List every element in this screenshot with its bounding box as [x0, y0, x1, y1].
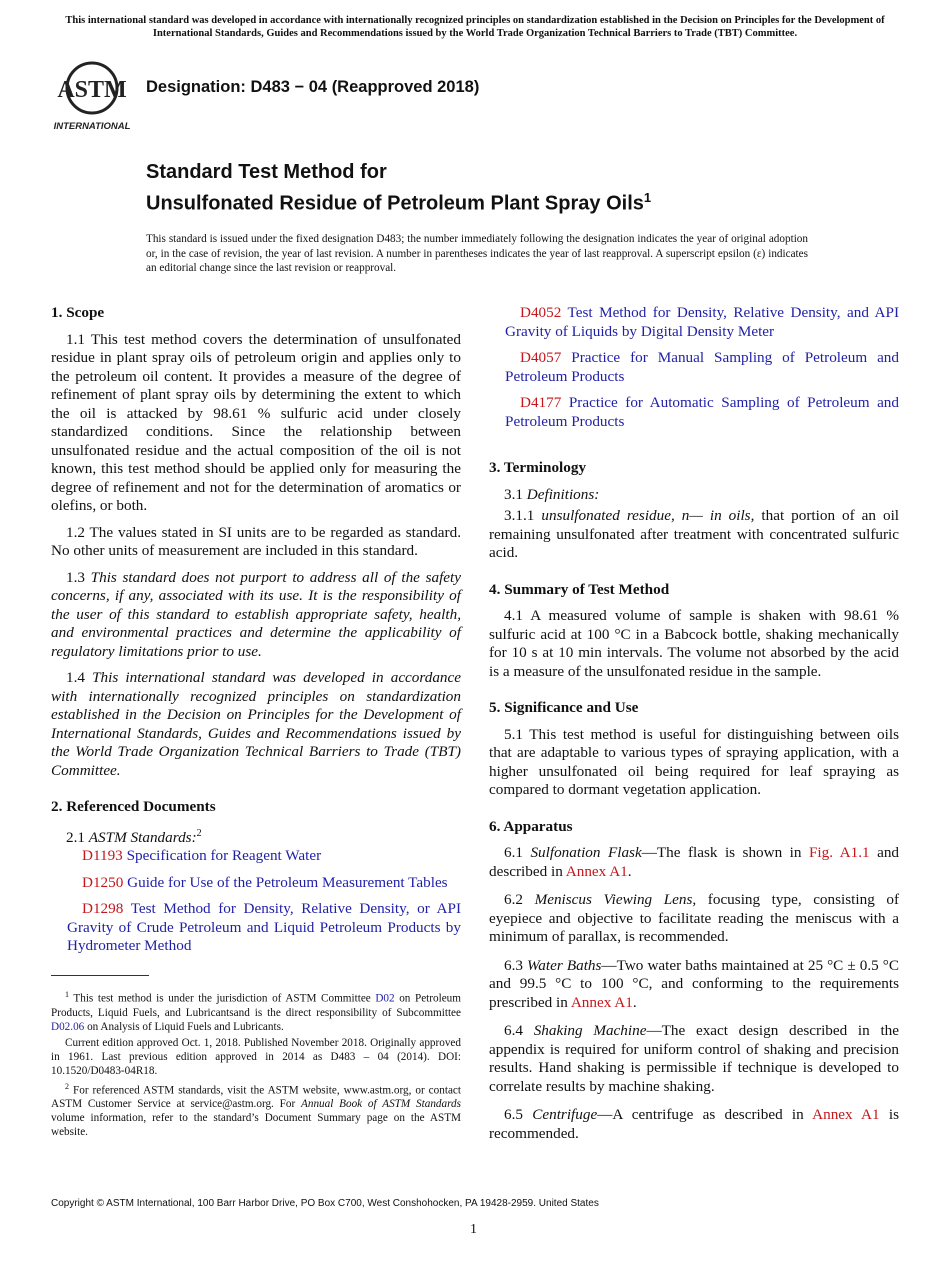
page-number: 1	[470, 1222, 477, 1237]
page-title	[146, 160, 906, 217]
left-column	[51, 304, 461, 964]
ref-d1250[interactable]: D1250 Guide for Use of the Petroleum Measurement Tables	[82, 873, 448, 891]
ref-d1298[interactable]: D1298 Test Method for Density, Relative Density, or API Gravity of Crude Petroleum and Liquid Petroleum Products by Hydrometer Method	[67, 900, 461, 955]
summary-heading: 4. Summary of Test Method	[489, 580, 670, 598]
footnote-1-edition: Current edition approved Oct. 1, 2018. Published November 2018. Originally approved in 1961. Last previous edition approved in 2014 as D483 – 04 (2014). DOI: 10.1520/D0483-04R18.	[51, 1036, 461, 1077]
definitions-label: 3.1 Definitions:	[504, 485, 600, 503]
astm-logo	[52, 58, 136, 134]
footnote-2: $^2$ For referenced ASTM standards, visit the ASTM website, www.astm.org, or contact ASTM Customer Service at service@astm.org. For Annual Book of ASTM Standards volume information, refer to the standard’s Document Summary page on the ASTM website.	[51, 1081, 461, 1139]
annex-a1-link[interactable]: Annex A1	[565, 862, 628, 880]
right-column	[489, 304, 899, 1151]
title-line-2: Unsulfonated Residue of Petroleum Plant Spray Oils$^1$	[146, 190, 652, 215]
fig-a1-1-link[interactable]: Fig. A1.1	[808, 844, 870, 861]
ref-d4052[interactable]: D4052 Test Method for Density, Relative Density, and API Gravity of Liquids by Digital Density Meter	[505, 304, 899, 340]
ref-d4177[interactable]: D4177 Practice for Automatic Sampling of Petroleum and Petroleum Products	[505, 394, 899, 430]
apparatus-6-3: 6.3 Water Baths—Two water baths maintained at 25 °C ± 0.5 °C and 99.5 °C to 100 °C, and conforming to the requirements prescribed in Annex A1.	[489, 956, 899, 1011]
scope-1-4: 1.4 This international standard was developed in accordance with internationally recognized principles on standardization established in the Decision on Principles for the Development of International Standards, Guides and Recommendations issued by the World Trade Organization Technical Barriers to Trade (TBT) Committee.	[51, 669, 462, 779]
summary-4-1: 4.1 A measured volume of sample is shaken with 98.61 % sulfuric acid at 100 °C in a Babcock bottle, shaking mechanically for 10 s at 10 min intervals. The volume not absorbed by the acid is a measure of the unsulfonated residue in the sample.	[489, 607, 899, 680]
d02-06-link[interactable]: D02.06	[51, 1020, 85, 1033]
title-footnote-mark: 1	[643, 190, 652, 205]
significance-5-1: 5.1 This test method is useful for distinguishing between oils that are adaptable to various types of spraying application, with a higher unsulfonated oil being required for leaf spraying as compared to dormant vegetation application.	[489, 725, 899, 798]
scope-1-2: 1.2 The values stated in SI units are to be regarded as standard. No other units of measurement are included in this standard.	[51, 523, 461, 559]
apparatus-heading: 6. Apparatus	[489, 817, 573, 835]
footnote-1: $^1$ This test method is under the jurisdiction of ASTM Committee D02 on Petroleum Products, Liquid Fuels, and Lubricantsand is the direct responsibility of Subcommittee D02.06 on Analysis of Liquid Fuels and Lubricants.	[51, 990, 461, 1033]
svg-text:ASTM: ASTM	[57, 77, 127, 103]
copyright: Copyright © ASTM International, 100 Barr Harbor Drive, PO Box C700, West Conshohocken, PA 19428-2959. United States	[51, 1198, 599, 1209]
apparatus-6-4: 6.4 Shaking Machine—The exact design described in the appendix is required for uniform control of shaking and precision results. Hand shaking is permissible if technique is developed to correlate results by machine shaking.	[489, 1022, 899, 1095]
svg-text:INTERNATIONAL: INTERNATIONAL	[53, 121, 131, 132]
scope-1-1: 1.1 This test method covers the determination of unsulfonated residue in plant spray oils of petroleum origin and applies only to the petroleum oil content. It provides a measure of the degree of refinement of plant spray oils by determining the extent to which the oil is attacked by 98.61 % sulfuric acid under closely standardized conditions. Since the relationship between unsulfonated residue and the actual composition of the oil is not known, this test method should be applied only for measuring the degree of refinement and not for the determination of aromatics or olefins, or both.	[51, 330, 461, 514]
designation: Designation: D483 − 04 (Reapproved 2018)	[146, 78, 480, 96]
footnote-rule	[51, 975, 149, 976]
scope-heading: 1. Scope	[51, 304, 105, 321]
apparatus-6-1: 6.1 Sulfonation Flask—The flask is shown in Fig. A1.1 and described in Annex A1.	[489, 844, 900, 880]
terminology-heading: 3. Terminology	[489, 459, 587, 476]
ref-d1193[interactable]: D1193 Specification for Reagent Water	[82, 847, 322, 865]
footnotes	[51, 988, 461, 1141]
ref-d4057[interactable]: D4057 Practice for Manual Sampling of Petroleum and Petroleum Products	[505, 349, 899, 385]
apparatus-6-5: 6.5 Centrifuge—A centrifuge as described in Annex A1 is recommended.	[489, 1106, 899, 1142]
tbt-banner: This international standard was developed in accordance with internationally recognized principles on standardization established in the Decision on Principles for the Development of International Standards, Guides and Recommendations issued by the World Trade Organization Technical Barriers to Trade (TBT) Committee.	[65, 15, 885, 39]
refdocs-heading: 2. Referenced Documents	[51, 798, 216, 815]
scope-1-3: 1.3 This standard does not purport to address all of the safety concerns, if any, associated with its use. It is the responsibility of the user of this standard to establish appropriate safety, health, and environmental practices and determine the applicability of regulatory limitations prior to use.	[51, 568, 462, 660]
annex-a1-link[interactable]: Annex A1	[812, 1106, 880, 1123]
apparatus-6-2: 6.2 Meniscus Viewing Lens, focusing type, consisting of eyepiece and objective to facilitate reading the meniscus with a minimum of parallax, is recommended.	[489, 891, 900, 945]
issuance-note: This standard is issued under the fixed designation D483; the number immediately following the designation indicates the year of original adoption or, in the case of revision, the year of last revision. A number in parentheses indicates the year of last reapproval. A superscript epsilon (ε) indicates an editorial change since the last revision or reapproval.	[146, 233, 808, 274]
astm-standards-label: 2.1 ASTM Standards:$^2$	[66, 827, 202, 846]
significance-heading: 5. Significance and Use	[489, 699, 639, 716]
title-line-1: Standard Test Method for	[146, 161, 387, 183]
definition-unsulfonated-residue: 3.1.1 unsulfonated residue, n— in oils, that portion of an oil remaining unsulfonated after treatment with concentrated sulfuric acid.	[489, 507, 900, 561]
annex-a1-link[interactable]: Annex A1	[570, 993, 633, 1011]
d02-link[interactable]: D02	[375, 992, 395, 1005]
